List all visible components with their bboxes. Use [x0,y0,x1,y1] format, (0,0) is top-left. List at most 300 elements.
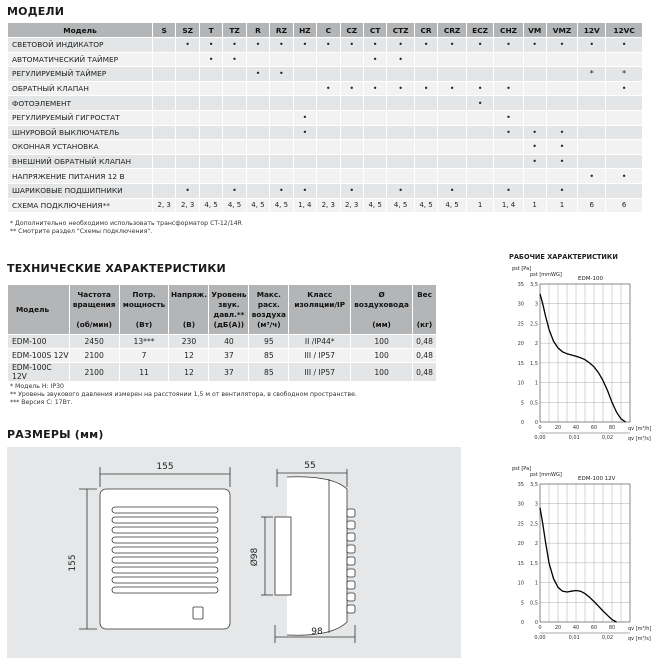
models-cell [546,110,578,125]
y-tick-label: 15 [517,360,524,367]
models-cell [414,154,437,169]
models-cell [387,96,414,111]
models-cell [606,110,643,125]
models-cell: • [270,183,293,198]
x-tick-label: 0 [538,425,542,431]
models-row [8,110,643,125]
models-col-header: 12VC [606,23,643,38]
dim-height-label: 155 [68,554,78,572]
models-cell [153,96,176,111]
models-row [8,81,643,96]
tech-cell: 13*** [119,335,169,349]
xlabel: qv [m³/h] [628,426,652,432]
models-col-header: VMZ [546,23,578,38]
chart-title: EDM-100 [578,276,603,282]
models-cell [340,140,363,155]
models-cell [578,183,606,198]
models-cell: • [546,154,578,169]
models-cell [363,140,386,155]
xlabel: qv [m³/h] [628,626,652,632]
tech-header-line: Потр. [132,289,156,299]
models-cell [578,81,606,96]
models-cell [199,81,222,96]
models-cell [293,81,316,96]
models-cell [466,110,494,125]
models-row-label: РЕГУЛИРУЕМЫЙ ГИГРОСТАТ [8,110,153,125]
tech-cell: III / IP57 [289,363,351,382]
y-tick-label: 10 [517,380,524,387]
models-cell: 4, 5 [438,198,467,213]
models-cell [199,183,222,198]
models-row [8,140,643,155]
models-cell [246,183,269,198]
y-tick-label-right: 2,5 [530,321,538,328]
models-cell [153,38,176,53]
models-cell: • [494,125,523,140]
tech-header-line [413,300,436,310]
models-cell [317,154,340,169]
models-col-header: RZ [270,23,293,38]
tech-row [8,349,437,363]
tech-header-line [413,310,436,320]
models-cell [578,125,606,140]
models-cell: • [494,81,523,96]
fan-side-body [287,477,347,635]
x-tick-label: 20 [554,425,562,431]
models-cell [153,183,176,198]
tech-row [8,363,437,382]
models-row [8,169,643,184]
tech-header-line: Класс [307,289,333,299]
models-cell [199,67,222,82]
tech-header-line: расх. [257,299,280,309]
models-cell [523,52,546,67]
models-col-header: C [317,23,340,38]
models-cell [494,67,523,82]
models-cell [270,125,293,140]
tech-model-cell: EDM-100S 12V [8,349,70,363]
tech-header-line: (об/мин) [76,319,112,329]
models-cell [270,154,293,169]
models-cell [523,183,546,198]
models-cell: • [438,183,467,198]
y-tick-label: 15 [517,560,524,567]
models-cell [223,125,246,140]
x-tick-label-secondary: 0,02 [601,435,614,441]
y-tick-label-right: 1 [534,380,538,387]
models-cell: • [176,183,199,198]
models-cell [317,110,340,125]
models-cell [270,140,293,155]
models-cell [578,140,606,155]
tech-note-3: *** Версия C: 17Вт. [10,399,73,406]
models-cell [438,110,467,125]
models-cell: • [387,52,414,67]
models-cell [270,96,293,111]
models-cell [363,67,386,82]
models-header-model: Модель [8,23,153,38]
models-cell [153,154,176,169]
models-col-header: CTZ [387,23,414,38]
tech-cell: 12 [169,349,209,363]
models-col-header: 12V [578,23,606,38]
models-notes [10,220,242,236]
tech-header-line [289,310,350,320]
models-cell [414,140,437,155]
y-tick-label: 30 [517,501,524,508]
models-cell [438,96,467,111]
dim-width-label: 155 [156,462,174,472]
y-tick-label: 0 [520,420,524,426]
models-cell: • [494,38,523,53]
tech-header-line: воздуховода [354,299,409,309]
models-cell [176,67,199,82]
y-tick-label: 0 [520,620,524,626]
ylabel-left: pst [Pa] [512,266,532,272]
models-cell [176,96,199,111]
models-cell: • [523,140,546,155]
models-cell [466,125,494,140]
models-cell: • [340,38,363,53]
models-cell [438,140,467,155]
models-cell [270,169,293,184]
models-cell [223,67,246,82]
models-cell: • [466,96,494,111]
tech-header-line [351,310,412,320]
x-tick-label-secondary: 0,01 [568,435,580,441]
models-col-header: CHZ [494,23,523,38]
fan-side-ribs [347,509,355,613]
tech-header-line: Вес [417,289,432,299]
xlabel-secondary: qv [m³/s] [628,636,651,642]
models-cell [414,110,437,125]
dim-depth-top-label: 55 [304,461,316,471]
models-cell [176,81,199,96]
models-col-header: S [153,23,176,38]
models-cell [317,169,340,184]
models-cell [546,52,578,67]
models-cell: • [246,67,269,82]
models-cell [293,52,316,67]
models-row [8,38,643,53]
tech-cell: 0,48 [413,335,437,349]
y-tick-label-right: 1,5 [530,560,538,567]
series-line [540,294,626,422]
models-cell [246,96,269,111]
models-cell [317,140,340,155]
models-cell: • [414,81,437,96]
models-cell: • [363,38,386,53]
models-cell [494,140,523,155]
tech-header-line [169,300,208,310]
tech-cell: 12 [169,363,209,382]
models-cell [270,81,293,96]
x-tick-label: 40 [572,425,580,431]
models-cell [606,183,643,198]
models-cell [340,125,363,140]
tech-header-line: (кг) [416,319,433,329]
models-row-label: ШАРИКОВЫЕ ПОДШИПНИКИ [8,183,153,198]
models-cell [466,52,494,67]
models-cell [246,52,269,67]
models-cell [293,169,316,184]
tech-cell: II /IP44* [289,335,351,349]
tech-model-cell: EDM-100C 12V [8,363,70,382]
models-cell [438,52,467,67]
tech-header-line: Ø [378,289,385,299]
y-tick-label-right: 3,5 [530,482,538,488]
models-cell [199,110,222,125]
models-cell [176,140,199,155]
tech-col-header [289,285,351,335]
models-cell [293,96,316,111]
tech-cell: 0,48 [413,363,437,382]
tech-cell: III / IP57 [289,349,351,363]
models-cell: 4, 5 [223,198,246,213]
models-cell [176,125,199,140]
y-tick-label-right: 0 [534,620,538,626]
xlabel-secondary: qv [m³/s] [628,436,651,442]
models-cell: 2, 3 [153,198,176,213]
dimensions-drawing [7,447,461,658]
models-cell [414,96,437,111]
y-tick-label-right: 3,5 [530,282,538,288]
models-cell [153,67,176,82]
models-row-label: ШНУРОВОЙ ВЫКЛЮЧАТЕЛЬ [8,125,153,140]
models-cell: • [606,81,643,96]
models-cell [546,96,578,111]
models-cell [223,110,246,125]
models-cell [293,140,316,155]
x-tick-label: 40 [572,625,580,631]
models-cell [494,96,523,111]
tech-col-header [413,285,437,335]
tech-row [8,335,437,349]
tech-cell: 100 [351,363,413,382]
models-col-header: T [199,23,222,38]
models-cell [387,125,414,140]
models-cell [153,140,176,155]
models-row-label: НАПРЯЖЕНИЕ ПИТАНИЯ 12 В [8,169,153,184]
models-cell [546,81,578,96]
tech-note-2: ** Уровень звукового давления измерен на расстоянии 1,5 м от вентилятора, в свободном пространстве. [10,391,357,398]
models-cell [363,183,386,198]
models-row-label: ОБРАТНЫЙ КЛАПАН [8,81,153,96]
chart-edm100-12v [502,462,652,662]
x-tick-label-secondary: 0,02 [601,635,614,641]
models-cell [578,96,606,111]
models-cell: • [466,38,494,53]
models-cell [363,169,386,184]
models-cell [466,183,494,198]
tech-cell: 85 [249,363,289,382]
tech-header-line: воздуха [251,309,286,319]
fan-side-duct [275,517,291,595]
tech-cell: 85 [249,349,289,363]
models-cell [438,169,467,184]
tech-col-header [69,285,119,335]
models-cell: • [317,38,340,53]
tech-table [7,284,437,382]
models-cell: • [466,81,494,96]
models-cell [223,96,246,111]
models-cell: • [199,52,222,67]
models-cell [340,96,363,111]
y-tick-label: 10 [517,580,524,587]
tech-header-line [169,310,208,320]
models-col-header: CZ [340,23,363,38]
models-cell [606,154,643,169]
y-tick-label: 35 [517,482,524,488]
models-cell [523,67,546,82]
models-row-label: РЕГУЛИРУЕМЫЙ ТАЙМЕР [8,67,153,82]
models-cell: 4, 5 [363,198,386,213]
models-cell [523,169,546,184]
models-cell [523,96,546,111]
models-cell [606,125,643,140]
models-cell [176,169,199,184]
y-tick-label-right: 2 [534,541,538,548]
models-cell: • [270,67,293,82]
tech-notes [10,383,357,407]
ylabel-right: pst [mmWG] [530,272,562,278]
dim-diameter-label: Ø98 [250,547,260,567]
models-cell [578,154,606,169]
models-cell: • [494,183,523,198]
models-row [8,125,643,140]
models-row-label: СВЕТОВОЙ ИНДИКАТОР [8,38,153,53]
y-tick-label: 20 [517,341,524,348]
models-cell [438,154,467,169]
models-row-label: АВТОМАТИЧЕСКИЙ ТАЙМЕР [8,52,153,67]
tech-header-line: Модель [16,304,50,314]
y-tick-label-right: 0,5 [530,400,538,407]
models-cell: 6 [578,198,606,213]
models-cell: • [546,140,578,155]
tech-note-1: * Модель H: IP30 [10,383,64,390]
models-cell: 1 [466,198,494,213]
models-cell [153,81,176,96]
tech-header-line: Уровень [211,289,247,299]
models-cell [176,52,199,67]
y-tick-label-right: 0 [534,420,538,426]
models-cell: * [578,67,606,82]
models-cell [246,110,269,125]
ylabel-left: pst [Pa] [512,466,532,472]
x-tick-label: 20 [554,625,562,631]
x-tick-label: 80 [608,425,616,431]
models-cell [414,125,437,140]
ylabel-right: pst [mmWG] [530,472,562,478]
models-cell [466,67,494,82]
tech-cell: 2100 [69,363,119,382]
models-cell [223,154,246,169]
models-col-header: CRZ [438,23,467,38]
tech-title: ТЕХНИЧЕСКИЕ ХАРАКТЕРИСТИКИ [7,262,226,275]
y-tick-label: 25 [517,321,524,328]
models-cell [414,67,437,82]
models-cell [270,110,293,125]
models-cell [317,125,340,140]
dim-depth-bottom-label: 98 [311,627,323,637]
models-row [8,96,643,111]
models-cell: • [494,110,523,125]
tech-header-line: (дБ(А)) [213,319,245,329]
tech-cell: 2450 [69,335,119,349]
models-cell [546,169,578,184]
tech-header-line [289,320,350,330]
y-tick-label-right: 0,5 [530,600,538,607]
models-cell [340,169,363,184]
tech-header-line: давл.** [213,309,245,319]
models-cell: • [340,183,363,198]
models-cell [494,169,523,184]
models-cell: 6 [606,198,643,213]
tech-cell: 37 [209,349,249,363]
tech-cell: 95 [249,335,289,349]
models-cell: 2, 3 [317,198,340,213]
models-cell [466,140,494,155]
models-cell [317,67,340,82]
models-cell: • [606,38,643,53]
models-cell: • [293,183,316,198]
models-cell [438,125,467,140]
models-cell: • [546,183,578,198]
models-col-header: R [246,23,269,38]
models-cell [546,67,578,82]
models-title: МОДЕЛИ [7,5,65,18]
tech-col-header [249,285,289,335]
tech-col-header [169,285,209,335]
models-cell: • [523,38,546,53]
x-tick-label: 60 [590,425,598,431]
tech-col-header [8,285,70,335]
tech-header-line: (Вт) [135,319,153,329]
models-cell [199,140,222,155]
models-cell: • [363,81,386,96]
models-col-header: SZ [176,23,199,38]
models-cell [317,52,340,67]
dimensions-svg [7,447,461,658]
models-cell: • [414,38,437,53]
y-tick-label: 35 [517,282,524,288]
models-cell: 4, 5 [387,198,414,213]
models-cell [199,154,222,169]
models-cell [438,67,467,82]
models-cell [340,110,363,125]
models-cell: • [176,38,199,53]
chart-edm100 [502,262,652,457]
y-tick-label-right: 1 [534,580,538,587]
models-cell [270,52,293,67]
models-cell: • [363,52,386,67]
models-cell [199,125,222,140]
models-note-1: * Дополнительно необходимо использовать трансформатор CT-12/14R [10,220,242,227]
y-tick-label: 30 [517,301,524,308]
models-cell: • [578,169,606,184]
chart-title: EDM-100 12V [578,476,616,482]
models-cell [153,52,176,67]
tech-col-header [119,285,169,335]
tech-cell: 11 [119,363,169,382]
models-cell: 4, 5 [199,198,222,213]
models-cell: • [523,125,546,140]
models-cell [223,169,246,184]
y-tick-label-right: 1,5 [530,360,538,367]
models-cell [246,154,269,169]
models-cell [199,96,222,111]
models-col-header: CR [414,23,437,38]
